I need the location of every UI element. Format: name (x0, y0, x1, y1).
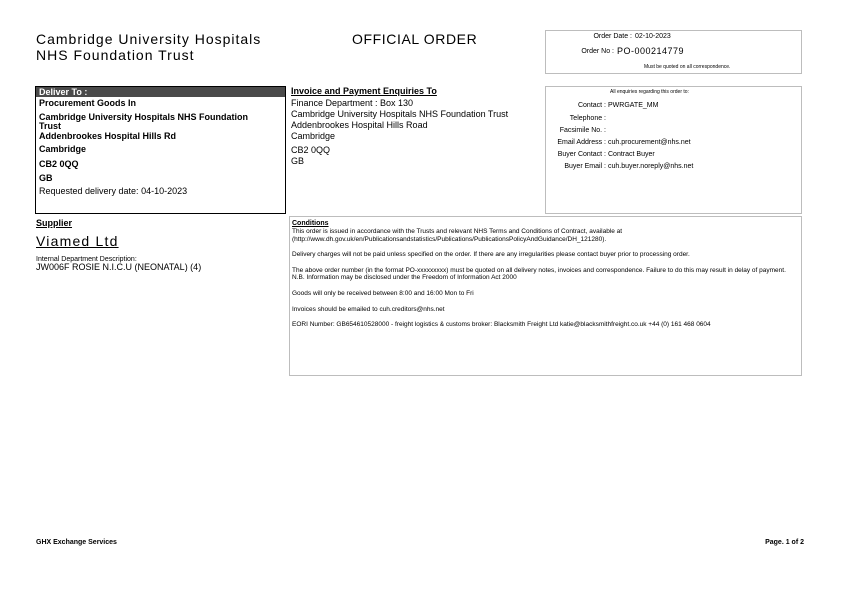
requested-delivery-date: Requested delivery date: 04-10-2023 (39, 186, 188, 196)
deliver-line-3: Trust (39, 121, 62, 131)
deliver-line-4: Addenbrookes Hospital Hills Rd (39, 131, 177, 141)
condition-order-number: The above order number (in the format PO-xxxxxxxxx) must be quoted on all delivery notes, invoices and correspondence. Failure to do this may result in delay of payment. N.B. Information may be disclosed under the Freedom of Information Act 2000 (292, 266, 786, 282)
supplier-name: Viamed Ltd (36, 233, 119, 249)
buyer-email-value: cuh.buyer.noreply@nhs.net (608, 163, 694, 170)
condition-terms: This order is issued in accordance with the Trusts and relevant NHS Terms and Conditions of Contract, available at (http://www.dh.gov.uk/en/Publicationsandstatistics/Publications/PublicationsPolicyAndGuidance/DH_121280). (292, 228, 623, 243)
department-value: JW006F ROSIE N.I.C.U (NEONATAL) (4) (36, 262, 202, 272)
condition-invoices: Invoices should be emailed to cuh.creditors@nhs.net (292, 305, 445, 313)
enquiries-heading: All enquiries regarding this order to: (610, 89, 689, 95)
buyer-email-label: Buyer Email : (564, 163, 606, 170)
document-title: OFFICIAL ORDER (352, 31, 478, 47)
buyer-contact-label: Buyer Contact : (557, 151, 606, 158)
deliver-country: GB (39, 173, 53, 183)
conditions-box (289, 216, 802, 376)
email-value: cuh.procurement@nhs.net (608, 139, 691, 146)
invoice-line-3: Addenbrookes Hospital Hills Road (291, 120, 428, 130)
conditions-heading: Conditions (292, 220, 329, 227)
department-label: Internal Department Description: (36, 256, 137, 263)
invoice-postcode: CB2 0QQ (291, 145, 331, 155)
order-number-note: Must be quoted on all correspondence. (644, 64, 731, 70)
supplier-heading: Supplier (36, 218, 73, 228)
deliver-to-heading: Deliver To : (36, 87, 285, 97)
invoice-line-4: Cambridge (291, 131, 336, 141)
order-date-label: Order Date : (593, 33, 632, 40)
invoice-line-2: Cambridge University Hospitals NHS Foundation Trust (291, 109, 509, 119)
invoice-section (291, 86, 545, 166)
email-label: Email Address : (557, 139, 606, 146)
condition-goods-hours: Goods will only be received between 8:00 and 16:00 Mon to Fri (292, 289, 474, 297)
invoice-line-1: Finance Department : Box 130 (291, 98, 414, 108)
deliver-line-1: Procurement Goods In (39, 98, 137, 108)
buyer-contact-value: Contract Buyer (608, 151, 655, 158)
facsimile-label: Facsimile No. : (559, 127, 606, 134)
contact-label: Contact : (577, 102, 606, 109)
invoice-heading: Invoice and Payment Enquiries To (291, 86, 437, 96)
order-number-label: Order No : (581, 48, 614, 55)
deliver-line-5: Cambridge (39, 144, 87, 154)
invoice-country: GB (291, 156, 305, 166)
footer-left: GHX Exchange Services (36, 539, 117, 546)
deliver-postcode: CB2 0QQ (39, 159, 79, 169)
organisation-line-2: NHS Foundation Trust (36, 47, 195, 63)
condition-eori: EORI Number: GB654610528000 - freight logistics & customs broker: Blacksmith Freight Ltd katie@blacksmithfreight.co.uk +44 (0) 161 468 0604 (292, 321, 711, 329)
supplier-section (36, 218, 284, 272)
order-number-value: PO-000214779 (617, 46, 685, 56)
order-info-box (545, 30, 802, 74)
organisation-line-1: Cambridge University Hospitals (36, 31, 262, 47)
deliver-to-box (35, 86, 286, 214)
order-date-value: 02-10-2023 (635, 33, 671, 40)
enquiries-box (545, 86, 802, 214)
condition-delivery-charges: Delivery charges will not be paid unless specified on the order. If there are any irregularities please contact buyer prior to processing order. (292, 251, 690, 259)
contact-value: PWRGATE_MM (608, 102, 659, 109)
organisation-name (36, 31, 261, 63)
page-number: Page. 1 of 2 (765, 539, 804, 546)
telephone-label: Telephone : (569, 115, 606, 122)
deliver-line-2: Cambridge University Hospitals NHS Foundation (39, 112, 249, 122)
